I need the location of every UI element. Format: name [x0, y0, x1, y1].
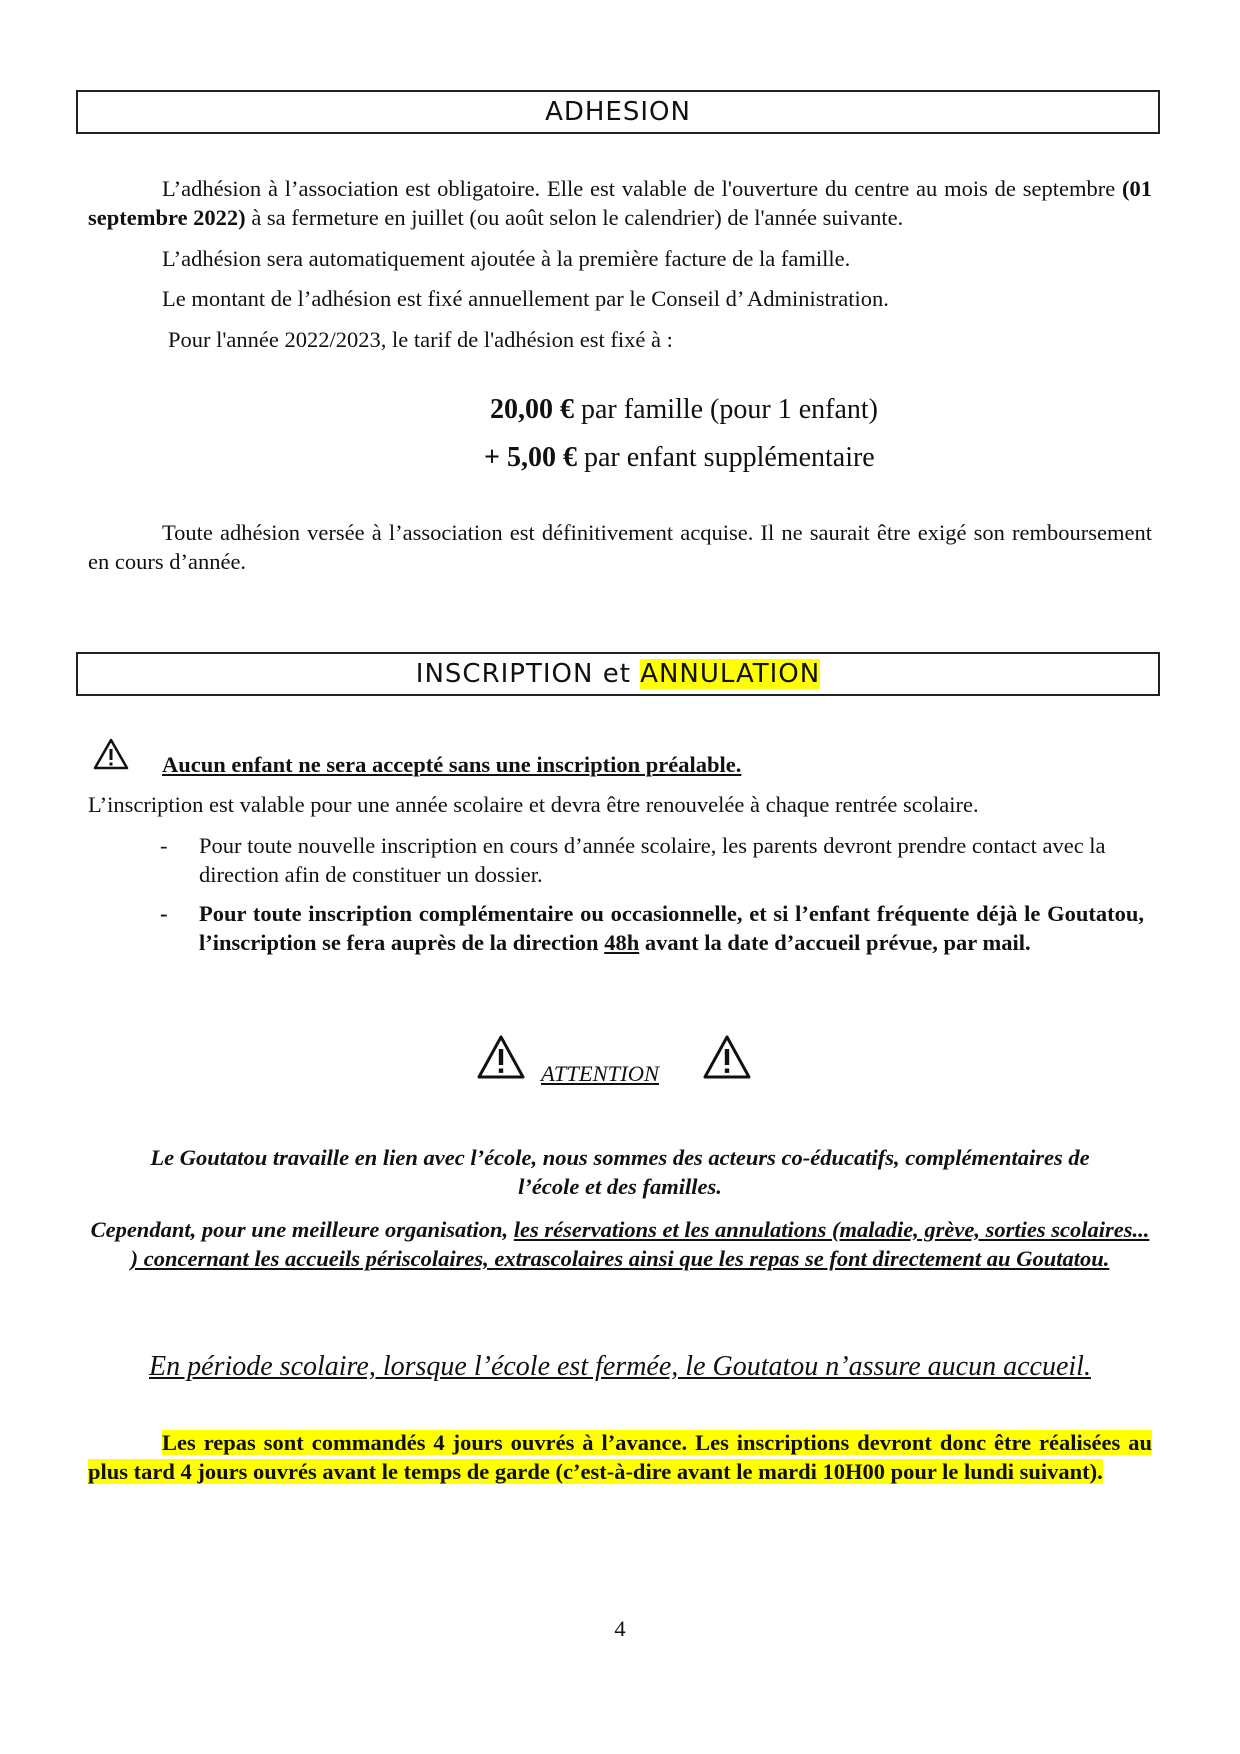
adhesion-title: ADHESION	[545, 97, 691, 127]
warning-triangle-icon	[702, 1034, 752, 1080]
no-child-warning	[162, 750, 1062, 779]
adhesion-p1-text-end: à sa fermeture en juillet (ou août selon le calendrier) de l'année suivante.	[245, 205, 904, 230]
bullet-dash-2: -	[160, 901, 168, 926]
meals-paragraph	[88, 1428, 1152, 1486]
attention-text: ATTENTION	[541, 1061, 659, 1086]
bullet-dash-1: -	[160, 833, 168, 858]
attention-label	[541, 1059, 659, 1088]
price-line-family	[490, 393, 1090, 427]
reservations-underlined: les réservations et les annulations (maladie, grève, sorties scolaires... ) concernant les accueils périscolaires, extrascolaires ainsi que les repas se font directement au Goutatou.	[130, 1217, 1150, 1271]
meals-text: Les repas sont commandés 4 jours ouvrés à l’avance. Les inscriptions devront donc être réalisées au plus tard 4 jours ouvrés avant le temps de garde (c’est-à-dire avant le mardi 10H00 pour le lundi suivant).	[88, 1430, 1152, 1484]
price-extra-amount: + 5,00 €	[484, 442, 577, 473]
adhesion-p1-text: L’adhésion à l’association est obligatoire. Elle est valable de l'ouverture du centre au mois de septembre	[162, 176, 1122, 201]
warning-triangle-icon	[93, 738, 129, 770]
adhesion-paragraph-2: L’adhésion sera automatiquement ajoutée à la première facture de la famille.	[162, 246, 851, 271]
goutatou-partnership-paragraph: Le Goutatou travaille en lien avec l’école, nous sommes des acteurs co-éducatifs, complémentaires de l’école et des familles.	[150, 1145, 1090, 1199]
bullet-occasional-inscription	[199, 899, 1144, 957]
school-closed-notice	[88, 1350, 1152, 1384]
bullet-new-inscription: Pour toute nouvelle inscription en cours d’année scolaire, les parents devront prendre contact avec la direction afin de constituer un dossier.	[199, 833, 1106, 887]
price-family-label: par famille (pour 1 enfant)	[574, 394, 878, 425]
adhesion-paragraph-3: Le montant de l’adhésion est fixé annuellement par le Conseil d’ Administration.	[162, 286, 889, 311]
reservations-intro: Cependant, pour une meilleure organisation,	[90, 1217, 514, 1242]
page-number: 4	[614, 1616, 626, 1641]
no-child-warning-text: Aucun enfant ne sera accepté sans une inscription préalable.	[162, 752, 742, 777]
bullet2-48h: 48h	[604, 930, 640, 955]
inscription-paragraph-1: L’inscription est valable pour une année scolaire et devra être renouvelée à chaque rentrée scolaire.	[88, 792, 979, 817]
adhesion-p1-date: (01 septembre 2022)	[88, 176, 1152, 230]
school-closed-text: En période scolaire, lorsque l’école est fermée, le Goutatou n’assure aucun accueil.	[149, 1351, 1091, 1382]
price-line-extra-child	[484, 441, 1084, 475]
adhesion-paragraph-5: Toute adhésion versée à l’association est définitivement acquise. Il ne saurait être exigé son remboursement en cours d’année.	[88, 520, 1152, 574]
inscription-header-box	[76, 652, 1160, 696]
bullet2-text: Pour toute inscription complémentaire ou occasionnelle, et si l’enfant fréquente déjà le Goutatou, l’inscription se fera auprès de la direction	[199, 901, 1144, 955]
bullet2-text-end: avant la date d’accueil prévue, par mail.	[639, 930, 1031, 955]
inscription-title-part2: ANNULATION	[640, 659, 821, 689]
reservations-paragraph	[88, 1215, 1152, 1273]
adhesion-paragraph-1	[88, 174, 1152, 232]
price-extra-label: par enfant supplémentaire	[576, 442, 875, 473]
price-family-amount: 20,00 €	[490, 394, 574, 425]
warning-triangle-icon	[476, 1034, 526, 1080]
adhesion-header-box	[76, 90, 1160, 134]
adhesion-paragraph-4: Pour l'année 2022/2023, le tarif de l'adhésion est fixé à :	[168, 327, 673, 352]
inscription-title-part1: INSCRIPTION et	[415, 659, 641, 689]
